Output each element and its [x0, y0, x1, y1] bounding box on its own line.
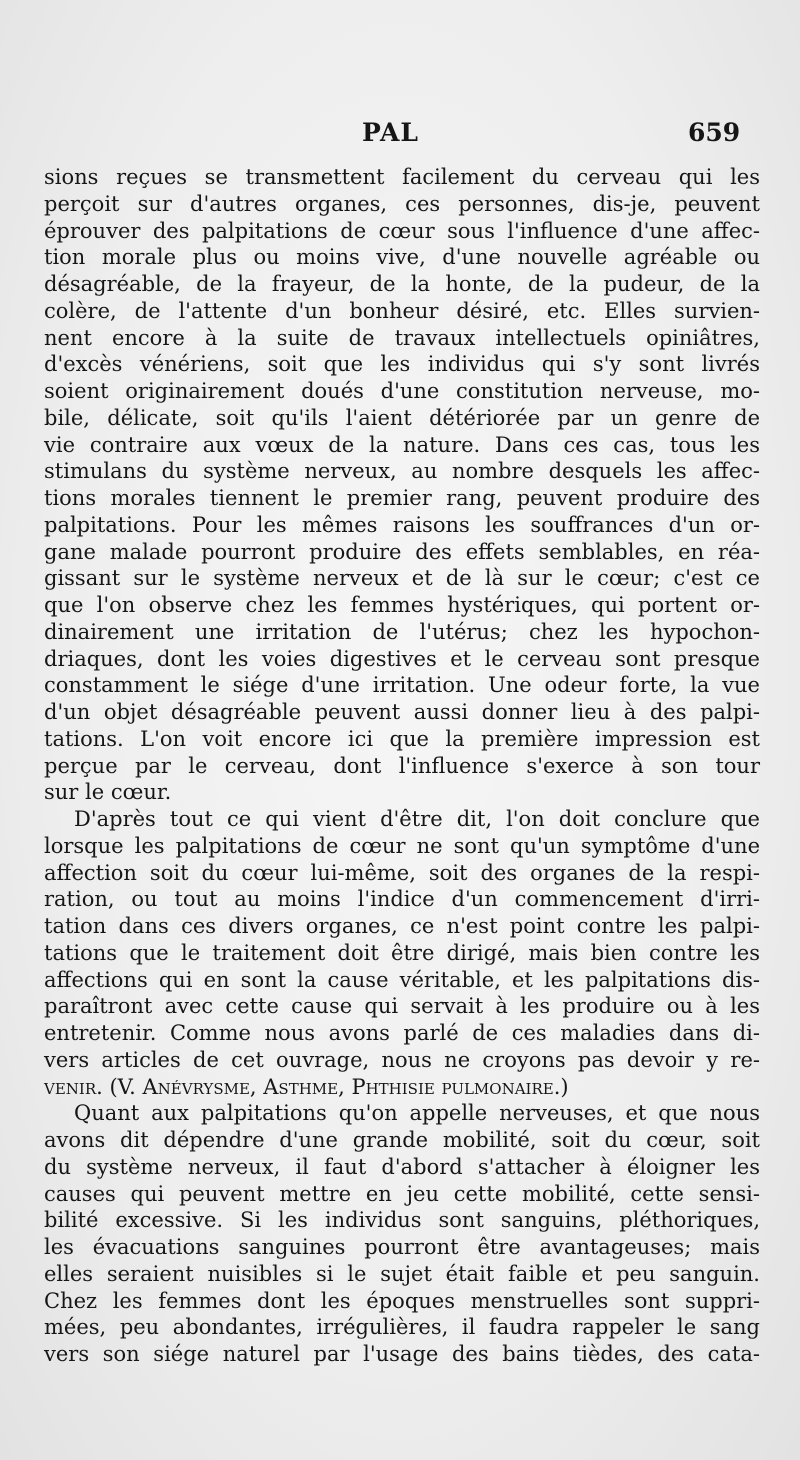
page-number: 659	[688, 118, 741, 147]
text-line: tation dans ces divers organes, ce n'est point contre les palpi-	[44, 914, 760, 938]
paragraph-start-line: Quant aux palpitations qu'on appelle nerveuses, et que nous	[74, 1101, 760, 1126]
text-line: tations que le traitement doit être dirigé, mais bien contre les	[44, 940, 760, 965]
text-line: mées, peu abondantes, irrégulières, il faudra rappeler le sang	[44, 1315, 760, 1340]
text-line: constamment le siége d'une irritation. Une odeur forte, la vue	[44, 673, 760, 698]
text-line: stimulans du système nerveux, au nombre desquels les affec-	[44, 459, 760, 484]
text-line: d'excès vénériens, soit que les individus qui s'y sont livrés	[44, 352, 760, 377]
text-line: tion morale plus ou moins vive, d'une nouvelle agréable ou	[44, 245, 760, 270]
text-line: ration, ou tout au moins l'indice d'un commencement d'irri-	[44, 887, 760, 912]
text-line: éprouver des palpitations de cœur sous l'influence d'une affec-	[44, 218, 760, 243]
body-text	[44, 164, 760, 1368]
running-head-title: PAL	[362, 118, 419, 147]
text-line: gissant sur le système nerveux et de là sur le cœur; c'est ce	[44, 566, 760, 591]
paragraph-start-line: D'après tout ce qui vient d'être dit, l'on doit conclure que	[74, 807, 760, 831]
text-line: tations. L'on voit encore ici que la première impression est	[44, 726, 760, 751]
text-line: gane malade pourront produire des effets semblables, en réa-	[44, 539, 760, 564]
text-line: causes qui peuvent mettre en jeu cette mobilité, cette sensi-	[44, 1181, 760, 1206]
text-line: driaques, dont les voies digestives et le cerveau sont presque	[44, 646, 760, 671]
text-line: désagréable, de la frayeur, de la honte, de la pudeur, de la	[44, 272, 760, 296]
text-line: vie contraire aux vœux de la nature. Dans ces cas, tous les	[44, 432, 760, 457]
text-line: dinairement une irritation de l'utérus; chez les hypochon-	[44, 619, 760, 644]
text-line: affections qui en sont la cause véritable, et les palpitations dis-	[44, 967, 760, 992]
text-line: d'un objet désagréable peuvent aussi donner lieu à des palpi-	[44, 700, 760, 724]
text-line: les évacuations sanguines pourront être avantageuses; mais	[44, 1235, 760, 1259]
text-line: du système nerveux, il faut d'abord s'attacher à éloigner les	[44, 1154, 760, 1179]
text-line: elles seraient nuisibles si le sujet était faible et peu sanguin.	[44, 1261, 760, 1286]
text-line: perçue par le cerveau, dont l'influence s'exerce à son tour	[44, 753, 760, 778]
text-line: Chez les femmes dont les époques menstruelles sont suppri-	[44, 1288, 760, 1313]
text-line: entretenir. Comme nous avons parlé de ces maladies dans di-	[44, 1021, 760, 1045]
text-line: affection soit du cœur lui-même, soit des organes de la respi-	[44, 860, 760, 885]
text-line: que l'on observe chez les femmes hystériques, qui portent or-	[44, 593, 760, 617]
text-line: lorsque les palpitations de cœur ne sont qu'un symptôme d'une	[44, 833, 760, 858]
text-line: vers articles de cet ouvrage, nous ne croyons pas devoir y re-	[44, 1047, 760, 1072]
text-line: bile, délicate, soit qu'ils l'aient détériorée par un genre de	[44, 405, 760, 430]
text-line: bilité excessive. Si les individus sont sanguins, pléthoriques,	[44, 1208, 760, 1233]
text-line: vers son siége naturel par l'usage des bains tièdes, des cata-	[44, 1342, 760, 1366]
cross-reference-line: venir. (V. Anévrysme, Asthme, Phthisie pulmonaire.)	[44, 1074, 569, 1099]
text-line: perçoit sur d'autres organes, ces personnes, dis-je, peuvent	[44, 191, 760, 216]
text-line: tions morales tiennent le premier rang, peuvent produire des	[44, 486, 760, 510]
text-line: palpitations. Pour les mêmes raisons les souffrances d'un or-	[44, 512, 760, 537]
running-head	[0, 118, 800, 158]
text-line: paraîtront avec cette cause qui servait à les produire ou à les	[44, 994, 760, 1019]
paragraph-end-line: sur le cœur.	[44, 780, 172, 805]
text-line: sions reçues se transmettent facilement du cerveau qui les	[44, 165, 760, 189]
text-line: avons dit dépendre d'une grande mobilité, soit du cœur, soit	[44, 1128, 760, 1152]
text-line: colère, de l'attente d'un bonheur désiré, etc. Elles survien-	[44, 298, 760, 323]
text-line: soient originairement doués d'une constitution nerveuse, mo-	[44, 379, 760, 403]
text-line: nent encore à la suite de travaux intellectuels opiniâtres,	[44, 325, 760, 350]
